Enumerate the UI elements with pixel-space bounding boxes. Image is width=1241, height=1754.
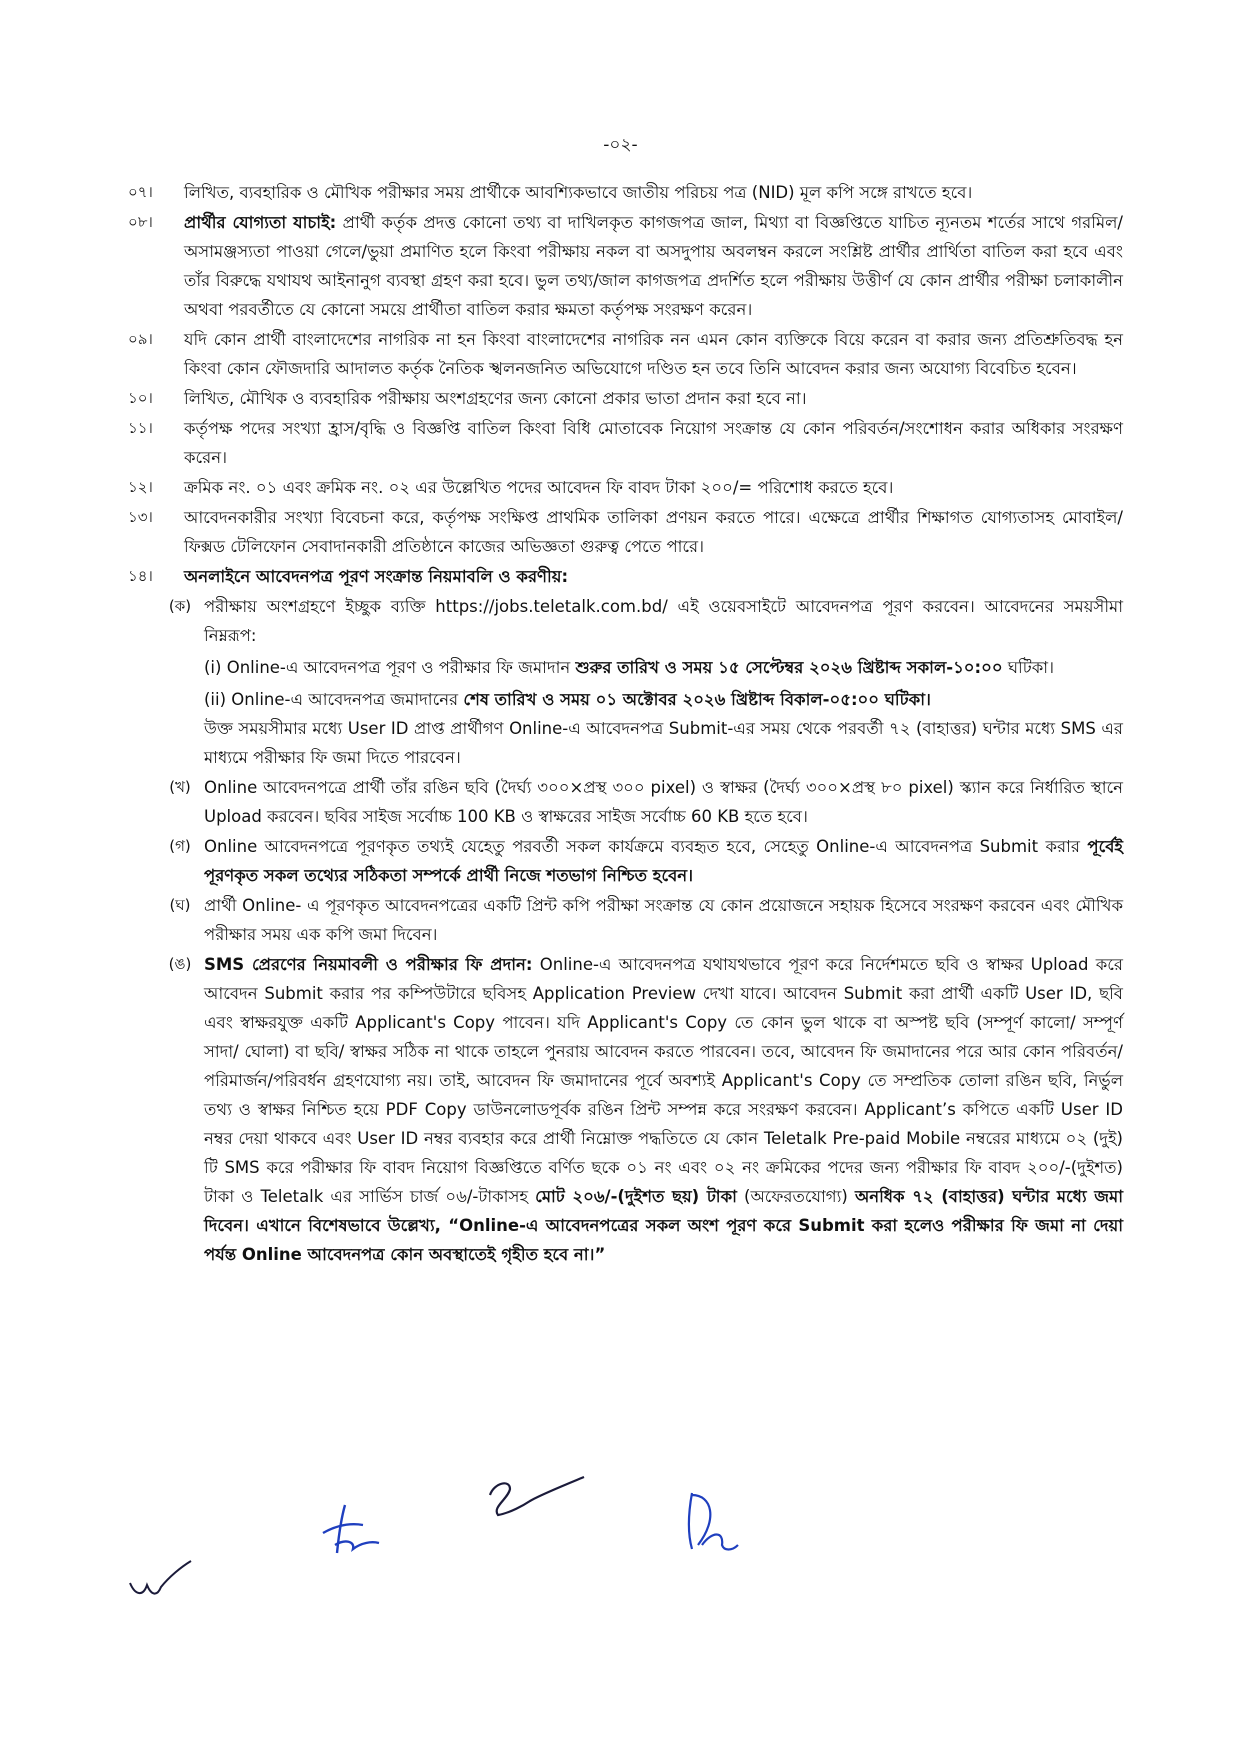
- sub-item-text: [204, 832, 1123, 890]
- fee-total: মোট ২০৬/-(দুইশত ছয়) টাকা: [535, 1187, 737, 1206]
- list-item: [128, 503, 1123, 561]
- deadline-start-date: শুরুর তারিখ ও সময় ১৫ সেপ্টেম্বর ২০২৬ খ্রিষ্টাব্দ সকাল-১০:০০: [575, 658, 1003, 677]
- deadline-end-date: শেষ তারিখ ও সময় ০১ অক্টোবর ২০২৬ খ্রিষ্টাব্দ বিকাল-০৫:০০ ঘটিকা।: [463, 690, 931, 709]
- deadline-note: উক্ত সময়সীমার মধ্যে User ID প্রাপ্ত প্রার্থীগণ Online-এ আবেদনপত্র Submit-এর সময় থেকে পরবর্তী ৭২ (বাহাত্তর) ঘন্টার মধ্যে SMS এর মাধ্যমে পরীক্ষার ফি জমা দিতে পারবেন।: [204, 719, 1123, 767]
- sub-item-label: (খ): [169, 778, 191, 796]
- item-number: ১০।: [128, 389, 153, 407]
- sub-item-kha: [156, 773, 1123, 831]
- sub-item-text: [204, 950, 1123, 1269]
- item-number: ০৯।: [128, 330, 153, 348]
- sub-item-body: Online আবেদনপত্রে পূরণকৃত তথ্যই যেহেতু পরবর্তী সকল কার্যক্রমে ব্যবহৃত হবে, সেহেতু Online-এ আবেদনপত্র Submit করার: [204, 837, 1088, 856]
- item-number: ১১।: [128, 419, 153, 437]
- sub-item-text: Online আবেদনপত্রে প্রার্থী তাঁর রঙিন ছবি (দৈর্ঘ্য ৩০০×প্রস্থ ৩০০ pixel) ও স্বাক্ষর (দৈর্ঘ্য ৩০০×প্রস্থ ৮০ pixel) স্ক্যান করে নির্ধারিত স্থানে Upload করবেন। ছবির সাইজ সর্বোচ্চ 100 KB ও স্বাক্ষরের সাইজ সর্বোচ্চ 60 KB হতে হবে।: [204, 778, 1123, 826]
- item-text: [184, 208, 1123, 324]
- deadline-end: [204, 685, 1123, 714]
- sub-item-text: প্রার্থী Online- এ পূরণকৃত আবেদনপত্রের একটি প্রিন্ট কপি পরীক্ষা সংক্রান্ত যে কোন প্রয়োজনে সহায়ক হিসেবে সংরক্ষণ করবেন এবং মৌখিক পরীক্ষার সময় এক কপি জমা দিবেন।: [204, 896, 1123, 944]
- sub-item-uma: [156, 950, 1123, 1269]
- sub-item-label: (ক): [168, 597, 192, 615]
- item-number: ১২।: [128, 478, 153, 496]
- sub-item-body: Online-এ আবেদনপত্র যথাযথভাবে পূরণ করে নির্দেশমতে ছবি ও স্বাক্ষর Upload করে আবেদন Submit করার পর কম্পিউটারে ছবিসহ Application Preview দেখা যাবে। আবেদন Submit করা প্রার্থী একটি User ID, ছবি এবং স্বাক্ষরযুক্ত একটি Applicant's Copy পাবেন। যদি Applicant's Copy তে কোন ভুল থাকে বা অস্পষ্ট ছবি (সম্পূর্ণ কালো/ সম্পূর্ণ সাদা/ ঘোলা) বা ছবি/ স্বাক্ষর সঠিক না থাকে তাহলে পুনরায় আবেদন করতে পারবেন। তবে, আবেদন ফি জমাদানের পরে আর কোন পরিবর্তন/পরিমার্জন/পরিবর্ধন গ্রহণযোগ্য নয়। তাই, আবেদন ফি জমাদানের পূর্বে অবশ্যই Applicant's Copy তে সম্প্রতিক তোলা রঙিন ছবি, নির্ভুল তথ্য ও স্বাক্ষর নিশ্চিত হয়ে PDF Copy ডাউনলোডপূর্বক রঙিন প্রিন্ট সম্পন্ন করে সংরক্ষণ করবেন। Applicant’s কপিতে একটি User ID নম্বর দেয়া থাকবে এবং User ID নম্বর ব্যবহার করে প্রার্থী নিম্নোক্ত পদ্ধতিতে যে কোন Teletalk Pre-paid Mobile নম্বরের মাধ্যমে ০২ (দুই) টি SMS করে পরীক্ষার ফি বাবদ নিয়োগ বিজ্ঞপ্তিতে বর্ণিত ছকে ০১ নং এবং ০২ নং ক্রমিকের পদের জন্য পরীক্ষার ফি বাবদ ২০০/-(দুইশত) টাকা ও Teletalk এর সার্ভিস চার্জ ০৬/-টাকাসহ: [204, 955, 1123, 1206]
- signature-2: [315, 1495, 390, 1560]
- item-number: ১৩।: [128, 508, 153, 526]
- item-text: আবেদনকারীর সংখ্যা বিবেচনা করে, কর্তৃপক্ষ সংক্ষিপ্ত প্রাথমিক তালিকা প্রণয়ন করতে পারে। এক্ষেত্রে প্রার্থীর শিক্ষাগত যোগ্যতাসহ মোবাইল/ফিক্সড টেলিফোন সেবাদানকারী প্রতিষ্ঠানে কাজের অভিজ্ঞতা গুরুত্ব পেতে পারে।: [184, 508, 1123, 556]
- signature-3: [480, 1465, 590, 1525]
- item-heading: অনলাইনে আবেদনপত্র পূরণ সংক্রান্ত নিয়মাবলি ও করণীয়:: [184, 567, 569, 586]
- deadline-start-prefix: (i) Online-এ আবেদনপত্র পূরণ ও পরীক্ষার ফি জমাদান: [204, 658, 576, 677]
- item-text: লিখিত, মৌখিক ও ব্যবহারিক পরীক্ষায় অংশগ্রহণের জন্য কোনো প্রকার ভাতা প্রদান করা হবে না।: [184, 389, 807, 408]
- sub-item-label: (ঘ): [169, 896, 191, 914]
- item-text: যদি কোন প্রার্থী বাংলাদেশের নাগরিক না হন কিংবা বাংলাদেশের নাগরিক নন এমন কোন ব্যক্তিকে বিয়ে করেন বা করার জন্য প্রতিশ্রুতিবদ্ধ হন কিংবা কোন ফৌজদারি আদালত কর্তৃক নৈতিক স্খলনজনিত অভিযোগে দণ্ডিত হন তবে তিনি আবেদন করার জন্য অযোগ্য বিবেচিত হবেন।: [184, 330, 1123, 378]
- sub-item-ga: [156, 832, 1123, 890]
- signature-4: [678, 1485, 748, 1560]
- item-lead: প্রার্থীর যোগ্যতা যাচাই:: [184, 213, 337, 232]
- sub-item-lead: SMS প্রেরণের নিয়মাবলী ও পরীক্ষার ফি প্রদান:: [204, 955, 533, 974]
- document-body: [128, 178, 1123, 1269]
- sub-item-label: (ঙ): [168, 955, 192, 973]
- list-item: [128, 384, 1123, 413]
- sub-item-emphasis: পূর্বেই পূরণকৃত সকল তথ্যের সঠিকতা সম্পর্কে প্রার্থী নিজে শতভাগ নিশ্চিত হবেন।: [204, 837, 1123, 885]
- list-item: [128, 325, 1123, 383]
- page-number: -০২-: [603, 135, 638, 155]
- deadline-end-prefix: (ii) Online-এ আবেদনপত্র জমাদানের: [204, 690, 464, 709]
- item-text: কর্তৃপক্ষ পদের সংখ্যা হ্রাস/বৃদ্ধি ও বিজ্ঞপ্তি বাতিল কিংবা বিধি মোতাবেক নিয়োগ সংক্রান্ত যে কোন পরিবর্তন/সংশোধন করার অধিকার সংরক্ষণ করেন।: [184, 419, 1123, 467]
- item-number: ১৪।: [128, 567, 153, 585]
- item-number: ০৭।: [128, 183, 153, 201]
- sub-item-text: [204, 592, 1123, 772]
- item-body: প্রার্থী কর্তৃক প্রদত্ত কোনো তথ্য বা দাখিলকৃত কাগজপত্র জাল, মিথ্যা বা বিজ্ঞপ্তিতে যাচিত ন্যূনতম শর্তের সাথে গরমিল/অসামঞ্জস্যতা পাওয়া গেলে/ভুয়া প্রমাণিত হলে কিংবা পরীক্ষায় নকল বা অসদুপায় অবলম্বন করলে সংশ্লিষ্ট প্রার্থীর প্রার্থিতা বাতিল করা হবে এবং তাঁর বিরুদ্ধে যথাযথ আইনানুগ ব্যবস্থা গ্রহণ করা হবে। ভুল তথ্য/জাল কাগজপত্র প্রদর্শিত হলে পরীক্ষায় উত্তীর্ণ যে কোন প্রার্থীর পরীক্ষা চলাকালীন অথবা পরবর্তীতে যে কোনো সময়ে প্রার্থীতা বাতিল করার ক্ষমতা কর্তৃপক্ষ সংরক্ষণ করেন।: [184, 213, 1123, 319]
- sub-item-ka: [156, 592, 1123, 772]
- item-number: ০৮।: [128, 213, 153, 231]
- item-text: লিখিত, ব্যবহারিক ও মৌখিক পরীক্ষার সময় প্রার্থীকে আবশ্যিকভাবে জাতীয় পরিচয় পত্র (NID) মূল কপি সঙ্গে রাখতে হবে।: [184, 183, 973, 202]
- sub-item-intro: পরীক্ষায় অংশগ্রহণে ইচ্ছুক ব্যক্তি https://jobs.teletalk.com.bd/ এই ওয়েবসাইটে আবেদনপত্র পূরণ করবেন। আবেদনের সময়সীমা নিম্নরূপ:: [204, 597, 1123, 645]
- item-text: ক্রমিক নং. ০১ এবং ক্রমিক নং. ০২ এর উল্লেখিত পদের আবেদন ফি বাবদ টাকা ২০০/= পরিশোধ করতে হবে।: [184, 478, 894, 497]
- list-item: [128, 414, 1123, 472]
- list-item: [128, 178, 1123, 207]
- sub-item-emphasis: অনধিক ৭২ (বাহাত্তর) ঘন্টার মধ্যে জমা দিবেন। এখানে বিশেষভাবে উল্লেখ্য, “Online-এ আবেদনপত্রের সকল অংশ পূরণ করে Submit করা হলেও পরীক্ষার ফি জমা না দেয়া পর্যন্ত Online আবেদনপত্র কোন অবস্থাতেই গৃহীত হবে না।”: [204, 1187, 1123, 1264]
- signature-1: [125, 1555, 195, 1605]
- list-item: [128, 208, 1123, 324]
- deadline-start: [204, 653, 1123, 682]
- sub-item-body-2: (অফেরতযোগ্য): [736, 1187, 855, 1206]
- sub-item-label: (গ): [169, 837, 191, 855]
- list-item: [128, 473, 1123, 502]
- sub-item-gha: [156, 891, 1123, 949]
- list-item-online-rules: [128, 562, 1123, 591]
- deadline-start-suffix: ঘটিকা।: [1002, 658, 1054, 677]
